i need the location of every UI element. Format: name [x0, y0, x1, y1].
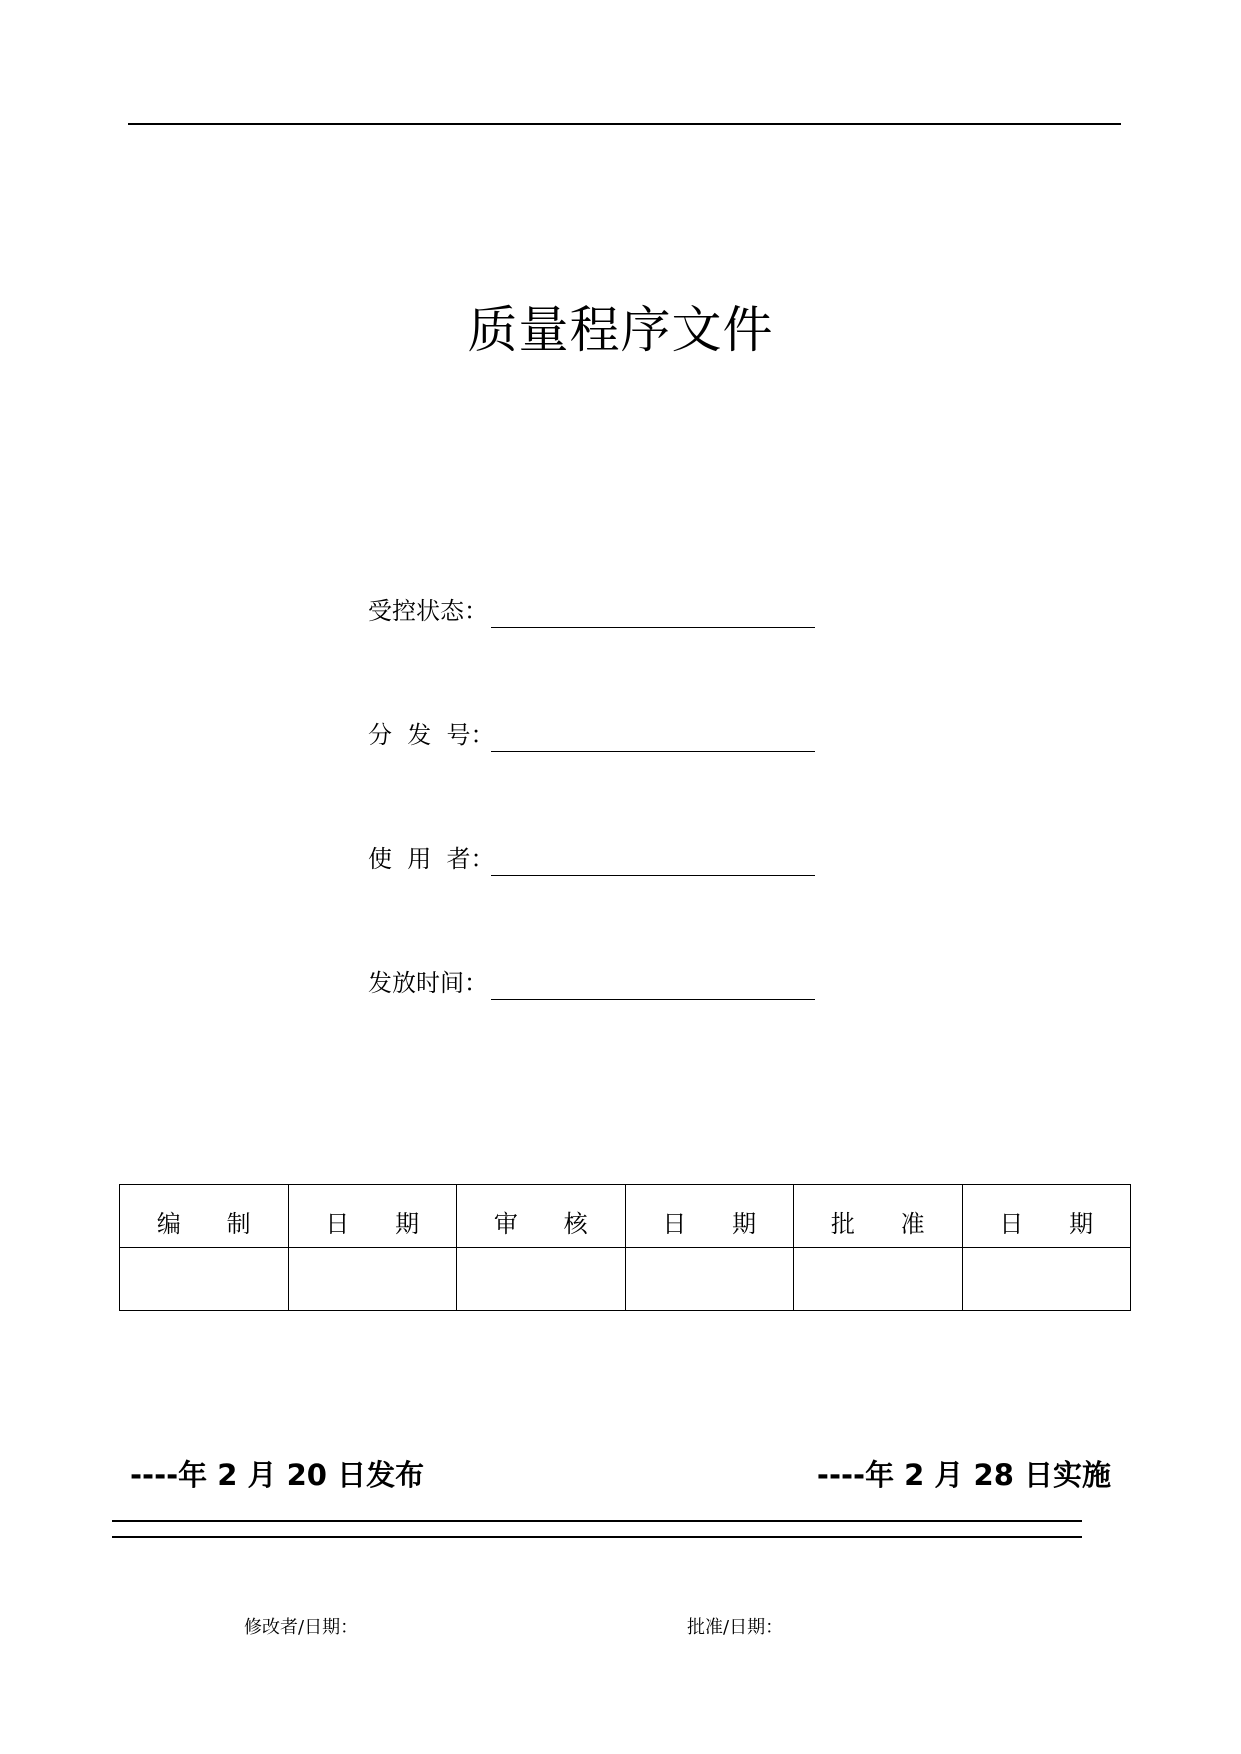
value-cell-date-2[interactable] — [625, 1248, 794, 1311]
header-rule — [128, 123, 1121, 125]
header-cell-reviewed: 审 核 — [457, 1185, 626, 1248]
field-issue-time — [368, 960, 828, 1000]
value-cell-date-1[interactable] — [288, 1248, 457, 1311]
field-control-status — [368, 588, 828, 628]
field-label-issue-time: 发放时间： — [368, 969, 488, 997]
document-title: 质量程序文件 — [467, 301, 774, 359]
footer-approver-label: 批准/日期： — [687, 1617, 784, 1638]
header-cell-date-2: 日 期 — [625, 1185, 794, 1248]
field-label-user: 使 用 者： — [368, 845, 495, 873]
signature-table-header-row — [120, 1185, 1131, 1248]
signature-table — [119, 1184, 1131, 1311]
header-cell-compiled: 编 制 — [120, 1185, 289, 1248]
field-blank-user[interactable] — [491, 875, 815, 876]
header-cell-approved: 批 准 — [794, 1185, 963, 1248]
header-cell-date-1: 日 期 — [288, 1185, 457, 1248]
effective-date: ----年 2 月 28 日实施 — [816, 1458, 1111, 1492]
field-label-control-status: 受控状态： — [368, 597, 488, 625]
footer-rule-lower — [112, 1536, 1082, 1538]
signature-table-value-row — [120, 1248, 1131, 1311]
field-user — [368, 836, 828, 876]
header-cell-date-3: 日 期 — [962, 1185, 1131, 1248]
field-label-distribution-number: 分 发 号： — [368, 721, 495, 749]
value-cell-reviewed[interactable] — [457, 1248, 626, 1311]
value-cell-date-3[interactable] — [962, 1248, 1131, 1311]
value-cell-compiled[interactable] — [120, 1248, 289, 1311]
footer-modifier-label: 修改者/日期： — [244, 1617, 359, 1638]
field-blank-control-status[interactable] — [491, 627, 815, 628]
publish-date: ----年 2 月 20 日发布 — [130, 1458, 425, 1492]
field-blank-distribution-number[interactable] — [491, 751, 815, 752]
value-cell-approved[interactable] — [794, 1248, 963, 1311]
field-distribution-number — [368, 712, 828, 752]
field-blank-issue-time[interactable] — [491, 999, 815, 1000]
footer-rule-upper — [112, 1520, 1082, 1522]
